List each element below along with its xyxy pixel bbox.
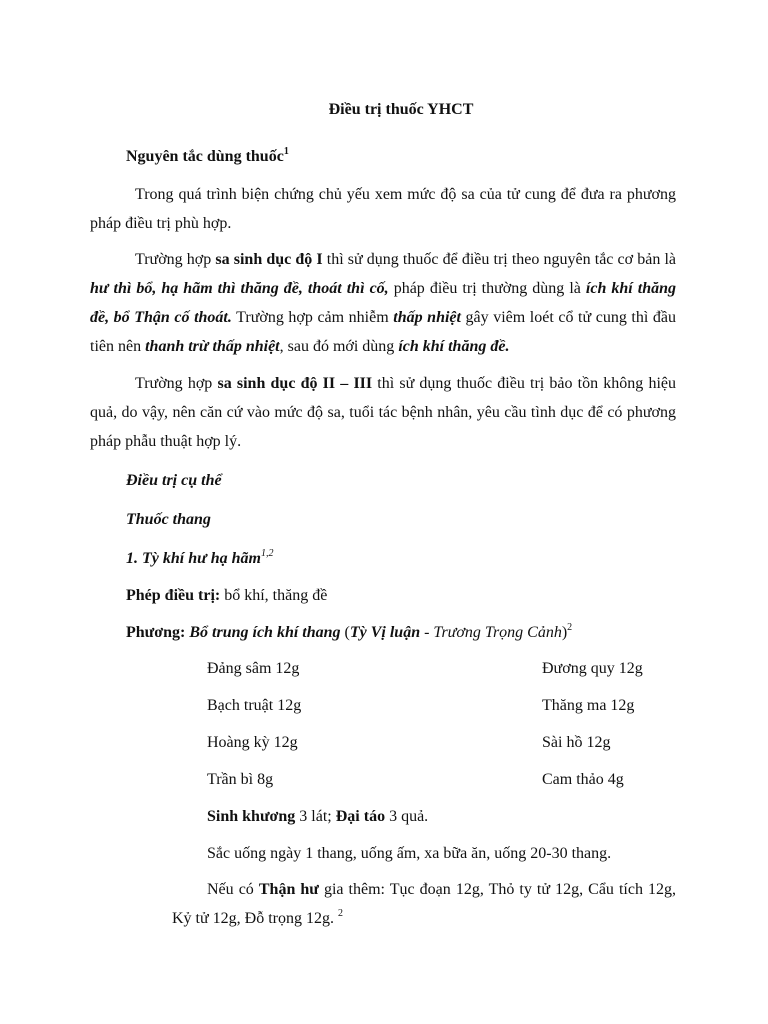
text-run: gây viêm loét cổ tử cung thì đầu tiên nên bbox=[90, 309, 676, 355]
text-run: Trường hợp cảm nhiễm bbox=[231, 309, 394, 326]
bold-run: Sinh khương bbox=[207, 808, 296, 825]
decoction-heading: Thuốc thang bbox=[126, 511, 211, 528]
text-run: ( bbox=[340, 624, 350, 641]
addition-line bbox=[207, 802, 428, 831]
text-run: ) bbox=[561, 624, 568, 641]
kidney-addition bbox=[172, 875, 676, 933]
herb-item: Bạch truật 12g bbox=[207, 697, 302, 714]
bold-italic-run: thấp nhiệt bbox=[393, 309, 461, 326]
principle-heading-text: Nguyên tắc dùng thuốc bbox=[126, 148, 284, 165]
bold-run: Đại táo bbox=[335, 808, 386, 825]
herb-item: Trần bì 8g bbox=[207, 771, 274, 788]
text-run: gia thêm: Tục đoạn 12g, Thỏ ty tử 12g, Cẩu tích 12g, Kỷ tử 12g, Đỗ trọng 12g. bbox=[172, 881, 677, 927]
herb-item: Thăng ma 12g bbox=[542, 697, 635, 714]
text-run: thì sử dụng thuốc điều trị bảo tồn không hiệu quả, do vậy, nên căn cứ vào mức độ sa, tuổi tác bệnh nhân, yêu cầu tình dục để có phương pháp phẫu thuật hợp lý. bbox=[90, 375, 677, 450]
bold-italic-run: thanh trừ thấp nhiệt bbox=[145, 338, 280, 355]
bold-run: Thận hư bbox=[258, 881, 319, 898]
text-run: Trường hợp bbox=[135, 251, 216, 268]
paragraph-intro-text: Trong quá trình biện chứng chủ yếu xem mức độ sa của tử cung để đưa ra phương pháp điều trị phù hợp. bbox=[90, 186, 676, 232]
usage-line: Sắc uống ngày 1 thang, uống ấm, xa bữa ăn, uống 20-30 thang. bbox=[207, 845, 612, 862]
text-run: 3 lát; bbox=[295, 808, 336, 825]
herb-item: Đương quy 12g bbox=[542, 660, 643, 677]
footnote-ref: 2 bbox=[338, 907, 343, 919]
method-label: Phép điều trị: bbox=[126, 587, 221, 604]
bold-italic-run: ích khí thăng đề, bổ Thận cố thoát. bbox=[90, 280, 677, 326]
text-run: Nếu có bbox=[207, 881, 259, 898]
footnote-ref: 1 bbox=[283, 145, 289, 157]
bold-italic-run: hư thì bổ, hạ hãm thì thăng đề, thoát thì cố, bbox=[90, 280, 389, 297]
item-spleen-qi-heading bbox=[126, 544, 273, 573]
paragraph-degree-two-three bbox=[90, 369, 676, 456]
formula-author: Trương Trọng Cảnh bbox=[433, 624, 562, 641]
bold-italic-run: ích khí thăng đề. bbox=[398, 338, 510, 355]
paragraph-intro bbox=[90, 180, 676, 238]
method-text: bổ khí, thăng đề bbox=[220, 587, 328, 604]
bold-run: sa sinh dục độ II – III bbox=[217, 375, 373, 392]
specific-treatment-heading: Điều trị cụ thể bbox=[126, 472, 222, 489]
item-spleen-qi-text: 1. Tỳ khí hư hạ hãm bbox=[126, 550, 261, 567]
formula-source: Tỳ Vị luận bbox=[349, 624, 421, 641]
text-run: - bbox=[420, 624, 434, 641]
formula-line bbox=[126, 618, 572, 647]
principle-heading bbox=[126, 142, 289, 171]
paragraph-degree-one bbox=[90, 245, 676, 361]
formula-label: Phương: bbox=[126, 624, 186, 641]
herb-item: Sài hồ 12g bbox=[542, 734, 611, 751]
bold-run: sa sinh dục độ I bbox=[215, 251, 323, 268]
herb-item: Hoàng kỳ 12g bbox=[207, 734, 298, 751]
footnote-ref: 2 bbox=[567, 621, 573, 633]
text-run: , sau đó mới dùng bbox=[279, 338, 399, 355]
herb-item: Cam thảo 4g bbox=[542, 771, 624, 788]
text-run: Trường hợp bbox=[135, 375, 218, 392]
herb-item: Đảng sâm 12g bbox=[207, 660, 300, 677]
text-run: thì sử dụng thuốc để điều trị theo nguyên tắc cơ bản là bbox=[322, 251, 676, 268]
text-run: pháp điều trị thường dùng là bbox=[388, 280, 586, 297]
treatment-method bbox=[126, 581, 327, 610]
page-title: Điều trị thuốc YHCT bbox=[328, 101, 474, 118]
footnote-ref: 1,2 bbox=[260, 547, 274, 559]
formula-name: Bổ trung ích khí thang bbox=[189, 624, 341, 641]
text-run: 3 quả. bbox=[385, 808, 429, 825]
